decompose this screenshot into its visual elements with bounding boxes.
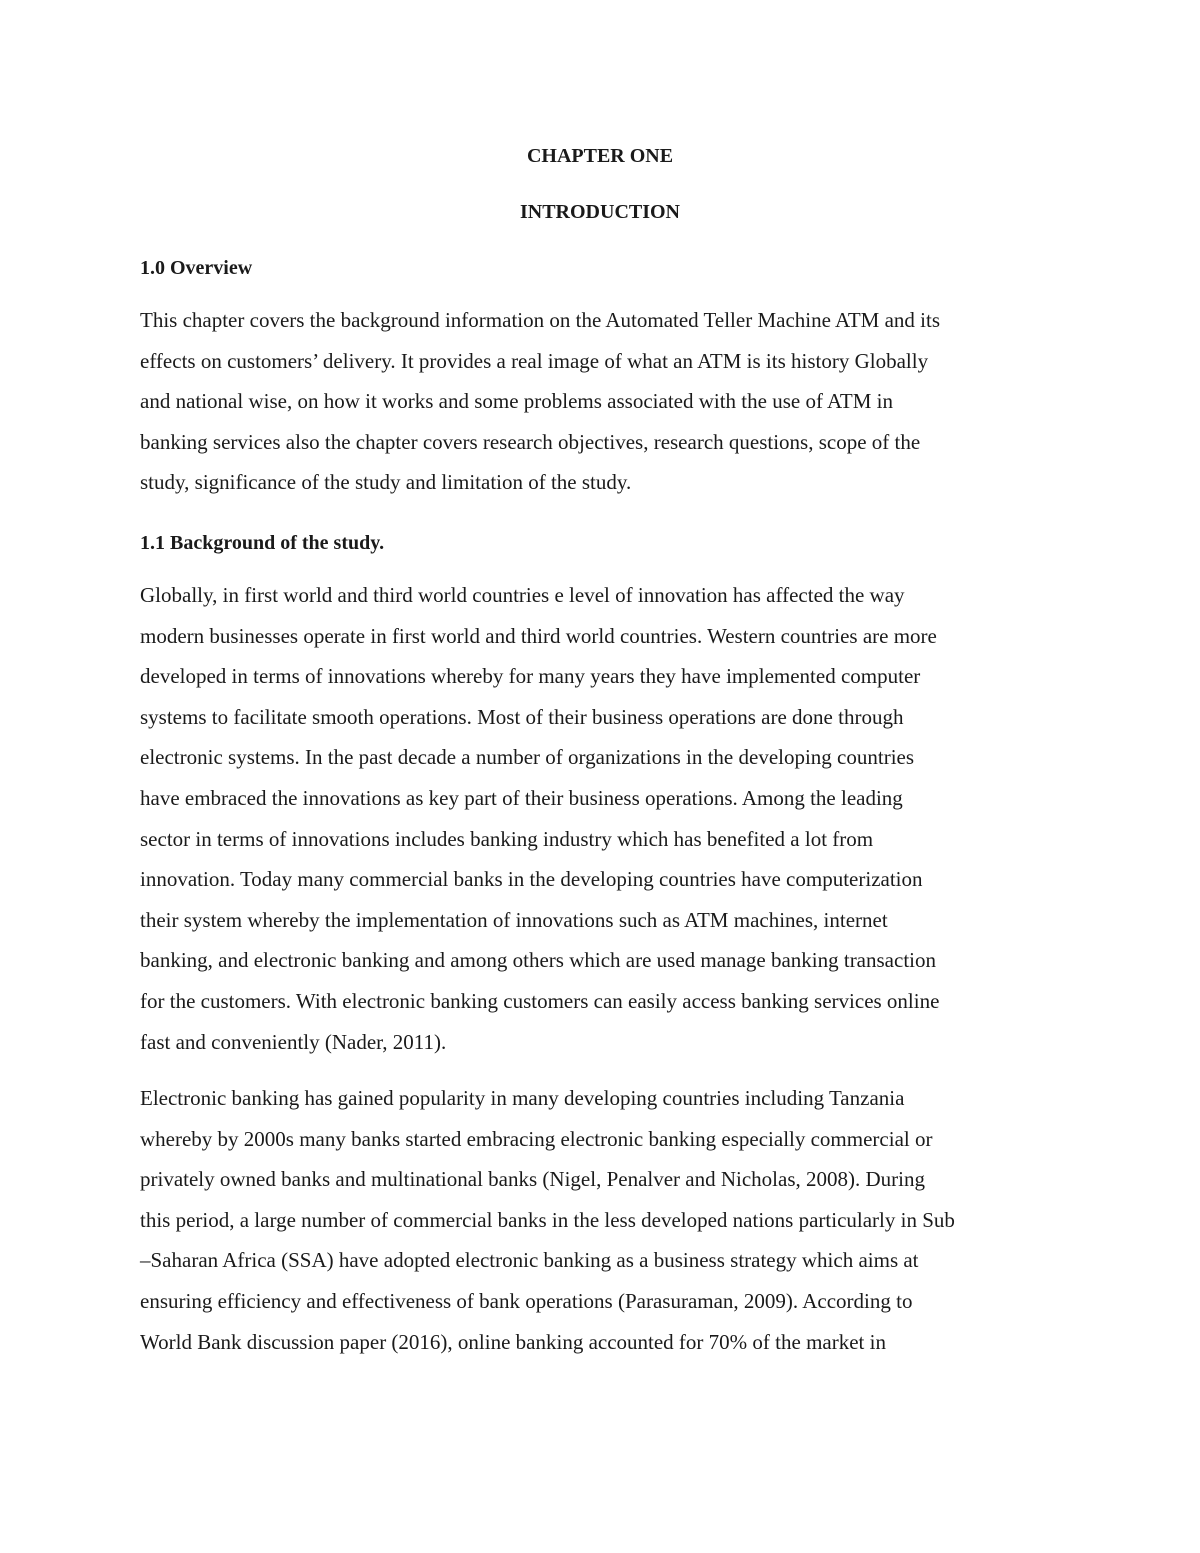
chapter-title: INTRODUCTION (519, 201, 681, 223)
section-heading-overview: 1.0 Overview (140, 257, 253, 279)
section-heading-background: 1.1 Background of the study. (140, 531, 385, 554)
background-paragraph-1: Globally, in first world and third world countries e level of innovation has affected the way modern businesses operate in first world and third world countries. Western countries are more developed in terms of innovations whereby for many years they have implemented computer systems to facilitate smooth operations. Most of their business operations are done through electronic systems. In the past decade a number of organizations in the developing countries have embraced the innovations as key part of their business operations. Among the leading sector in terms of innovations includes banking industry which has benefited a lot from innovation. Today many commercial banks in the developing countries have computerization their system whereby the implementation of innovations such as ATM machines, internet banking, and electronic banking and among others which are used manage banking transaction for the customers. With electronic banking customers can easily access banking services online fast and conveniently (Nader, 2011). (140, 582, 940, 1054)
document-page (140, 140, 1060, 1362)
chapter-heading: CHAPTER ONE (526, 145, 674, 167)
overview-paragraph: This chapter covers the background information on the Automated Teller Machine ATM and its effects on customers’ delivery. It provides a real image of what an ATM is its history Globally and national wise, on how it works and some problems associated with the use of ATM in banking services also the chapter covers research objectives, research questions, scope of the study, significance of the study and limitation of the study. (140, 308, 941, 495)
background-paragraph-2: Electronic banking has gained popularity in many developing countries including Tanzania whereby by 2000s many banks started embracing electronic banking especially commercial or privately owned banks and multinational banks (Nigel, Penalver and Nicholas, 2008). During this period, a large number of commercial banks in the less developed nations particularly in Sub –Saharan Africa (SSA) have adopted electronic banking as a business strategy which aims at ensuring efficiency and effectiveness of bank operations (Parasuraman, 2009). According to World Bank discussion paper (2016), online banking accounted for 70% of the market in (140, 1086, 955, 1354)
